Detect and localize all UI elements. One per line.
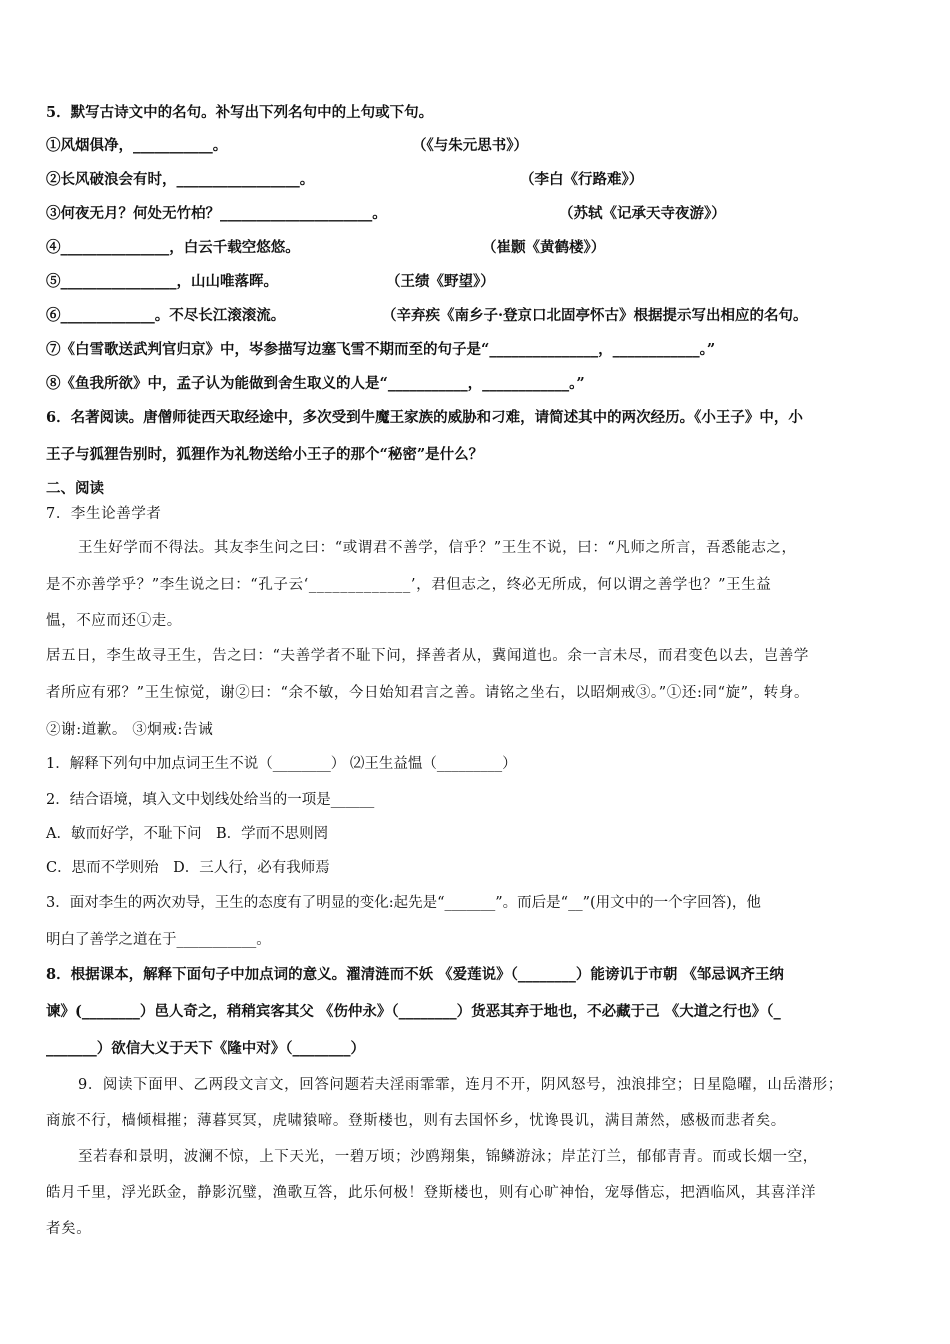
- q9-line-1: 9．阅读下面甲、乙两段文言文，回答问题若夫淫雨霏霏，连月不开，阴风怒号，浊浪排空；日星隐曜，山岳潜形；: [78, 1077, 843, 1093]
- passage-line-3: 愠，不应而还①走。: [46, 613, 182, 629]
- q5-item-3: [46, 203, 916, 225]
- q5-item-7: ⑦《白雪歌送武判官归京》中，岑参描写边塞飞雪不期而至的句子是“_______________，____________。”: [46, 341, 716, 358]
- q5-item-4: [46, 237, 916, 259]
- q7-option-cd: C．思而不学则殆 D．三人行，必有我师焉: [46, 860, 330, 876]
- q5-item-2-source: （李白《行路难》）: [520, 171, 644, 188]
- passage-line-5: 者所应有邪？”王生惊觉，谢②曰：“余不敏，今日始知君言之善。请铭之坐右，以昭炯戒③。”①还:同“旋”，转身。: [46, 685, 810, 701]
- q5-item-5-source: （王绩《野望》）: [386, 273, 495, 290]
- q5-title: 5．默写古诗文中的名句。补写出下列名句中的上句或下句。: [46, 104, 434, 121]
- q5-item-6: [46, 305, 916, 327]
- q9-line-2: 商旅不行，樯倾楫摧；薄暮冥冥，虎啸猿啼。登斯楼也，则有去国怀乡，忧谗畏讥，满目萧然，感极而悲者矣。: [46, 1113, 786, 1129]
- q5-item-2: [46, 169, 916, 191]
- q6-line-1: 6．名著阅读。唐僧师徒西天取经途中，多次受到牛魔王家族的威胁和刁难，请简述其中的两次经历。《小王子》中，小: [46, 409, 803, 426]
- q6-line-2: 王子与狐狸告别时，狐狸作为礼物送给小王子的那个“秘密”是什么？: [46, 446, 484, 463]
- passage-line-1: 王生好学而不得法。其友李生问之曰：“或谓君不善学，信乎？”王生不说，曰：“凡师之所言，吾悉能志之，: [78, 540, 797, 556]
- q8-line-2: 谏》(________）邑人奇之，稍稍宾客其父 《伤仲永》（________）货恶其弃于地也，不必藏于己 《大道之行也》（_: [46, 1003, 781, 1020]
- q5-item-3-text: ③何夜无月？何处无竹柏？_____________________。: [46, 205, 387, 222]
- q7-title: 7．李生论善学者: [46, 506, 162, 522]
- passage-line-4: 居五日，李生故寻王生，告之曰：“夫善学者不耻下问，择善者从，冀闻道也。余一言未尽，而君变色以去，岂善学: [46, 648, 810, 664]
- q5-item-2-text: ②长风破浪会有时，_________________。: [46, 171, 315, 188]
- q9-line-4: 皓月千里，浮光跃金，静影沉璧，渔歌互答，此乐何极！登斯楼也，则有心旷神怡，宠辱偕忘，把酒临风，其喜洋洋: [46, 1185, 817, 1201]
- q8-line-1: 8．根据课本，解释下面句子中加点词的意义。濯清涟而不妖 《爱莲说》（________）能谤讥于市朝 《邹忌讽齐王纳: [46, 966, 784, 983]
- q5-item-1-source: （《与朱元思书》）: [412, 137, 528, 154]
- q5-item-6-source: （辛弃疾《南乡子·登京口北固亭怀古》根据提示写出相应的名句。: [382, 307, 808, 324]
- passage-line-2: 是不亦善学乎？”李生说之曰：“孔子云‘_____________’，君但志之，终必无所成，何以谓之善学也？”王生益: [46, 577, 772, 593]
- q7-sub-2: 2．结合语境，填入文中划线处给当的一项是______: [46, 792, 375, 808]
- q8-line-3: _______）欲信大义于天下《隆中对》（________）: [46, 1040, 365, 1057]
- q7-sub-3-line-2: 明白了善学之道在于___________。: [46, 932, 271, 948]
- q7-sub-3-line-1: 3．面对李生的两次劝导，王生的态度有了明显的变化:起先是“_______”。而后是“__”(用文中的一个字回答)，他: [46, 895, 761, 911]
- q5-item-5: [46, 271, 916, 293]
- q5-item-1: [46, 135, 916, 157]
- q9-line-5: 者矣。: [46, 1221, 92, 1237]
- q5-item-1-text: ①风烟俱净，___________。: [46, 137, 228, 154]
- q5-item-6-text: ⑥_____________。不尽长江滚滚流。: [46, 307, 286, 324]
- q9-line-3: 至若春和景明，波澜不惊，上下天光，一碧万顷；沙鸥翔集，锦鳞游泳；岸芷汀兰，郁郁青青。而或长烟一空，: [78, 1149, 818, 1165]
- q5-item-4-text: ④_______________，白云千载空悠悠。: [46, 239, 300, 256]
- section-heading: 二、阅读: [46, 480, 104, 497]
- q5-item-5-text: ⑤________________，山山唯落晖。: [46, 273, 278, 290]
- q5-item-4-source: （崔颢《黄鹤楼》）: [482, 239, 606, 256]
- q5-item-3-source: （苏轼《记承天寺夜游》）: [559, 205, 726, 222]
- passage-line-6: ②谢:道歉。 ③炯戒:告诫: [46, 722, 214, 738]
- q7-sub-1: 1．解释下列句中加点词王生不说（________） ⑵王生益愠（_________）: [46, 756, 517, 772]
- q5-item-8: ⑧《鱼我所欲》中，孟子认为能做到舍生取义的人是“___________，____________。”: [46, 375, 585, 392]
- q7-option-ab: A．敏而好学，不耻下问 B．学而不思则罔: [46, 826, 329, 842]
